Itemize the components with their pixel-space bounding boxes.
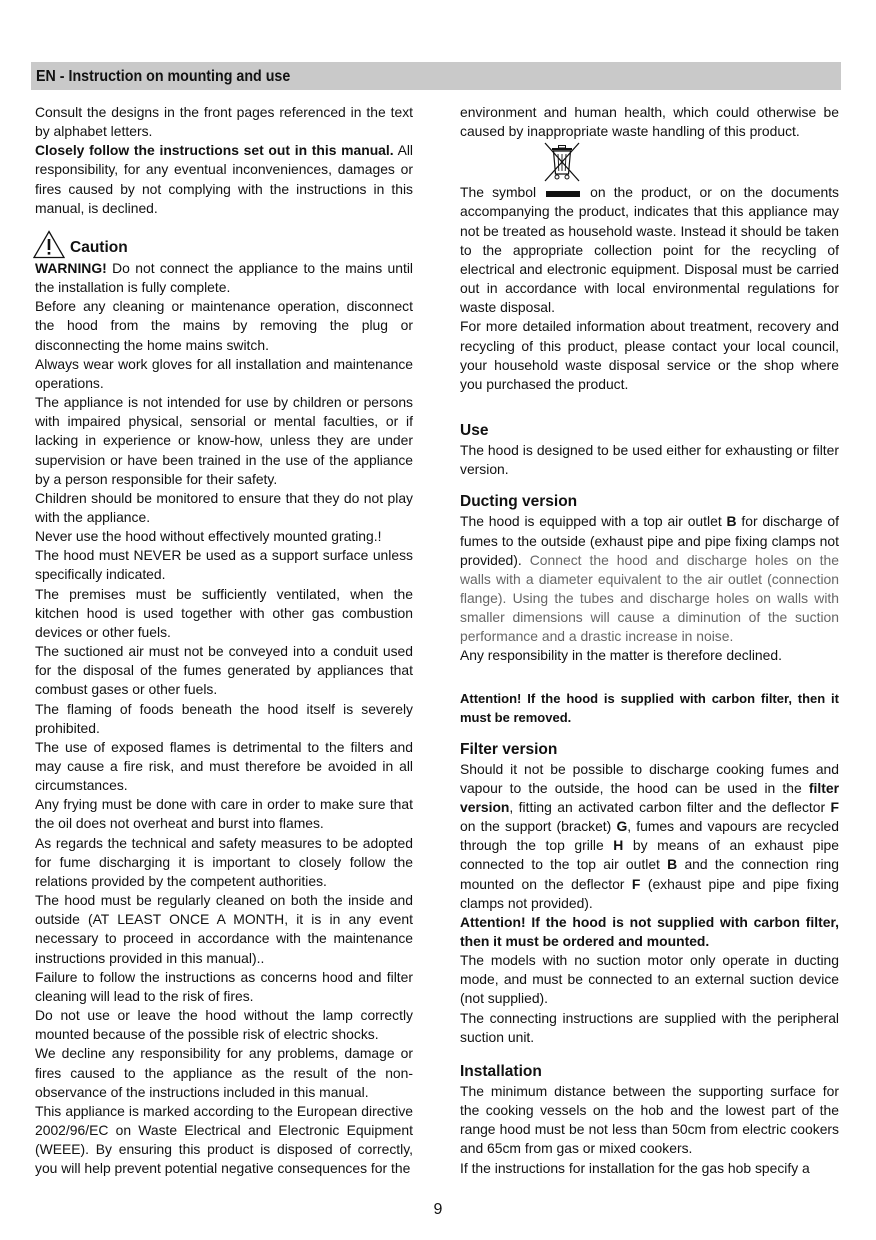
filter-ref-f: F: [830, 798, 839, 815]
symbol-paragraph: [460, 183, 839, 317]
filter-text: Should it not be possible to discharge cooking fumes and vapour to the outside, the hood can be used in the: [460, 760, 839, 796]
weee-bin-figure: [460, 141, 839, 183]
safety-paragraph: The appliance is not intended for use by children or persons with impaired physical, sensorial or mental faculties, or if lacking in experience or know-how, unless they are under supervision or have been trained in the use of the appliance by a person responsible for their safety.: [35, 394, 413, 487]
filter-text: , fitting an activated carbon filter and the deflector: [509, 798, 831, 815]
safety-paragraph: Do not use or leave the hood without the lamp correctly mounted because of the possible risk of electric shocks.: [35, 1007, 413, 1043]
safety-paragraph: The hood must be regularly cleaned on both the inside and outside (AT LEAST ONCE A MONTH, it is in any event necessary to proceed in accordance with the maintenance instructions provided in this manual)..: [35, 892, 413, 966]
safety-paragraph: The use of exposed flames is detrimental to the filters and may cause a fire risk, and must therefore be avoided in all circumstances.: [35, 738, 413, 794]
attention-carbon-order: [460, 913, 839, 951]
connecting-paragraph: The connecting instructions are supplied with the peripheral suction unit.: [460, 1009, 839, 1045]
crossed-bin-icon: [542, 141, 582, 183]
installation-title: Installation: [460, 1062, 542, 1080]
warning-triangle-icon: [33, 230, 65, 259]
symbol-text-pre: The symbol: [460, 184, 537, 201]
attention-carbon-removed: Attention! If the hood is supplied with carbon filter, then it must be removed.: [460, 690, 839, 725]
ducting-ref-b: B: [726, 513, 737, 530]
safety-paragraph: Any frying must be done with care in order to make sure that the oil does not overheat and burst into flames.: [35, 796, 413, 832]
follow-instructions-rest: All responsibility, for any eventual inconveniences, damages or fires caused by not complying with the instructions in this manual, is declined.: [35, 142, 414, 216]
filter-paragraph: [460, 760, 839, 913]
ducting-text-c: for discharge of fumes to the outside (exhaust pipe and pipe fixing clamps not provided).: [460, 513, 840, 568]
weee-paragraph: This appliance is marked according to the European directive 2002/96/EC on Waste Electrical and Electronic Equipment (WEEE). By ensuring this product is disposed of correctly, you will help prevent potential negative consequences for the: [35, 1102, 413, 1177]
safety-paragraph: Before any cleaning or maintenance operation, disconnect the hood from the mains by removing the plug or disconnecting the home mains switch.: [35, 298, 413, 353]
filter-text: on the support (bracket): [460, 818, 617, 835]
use-paragraph: The hood is designed to be used either for exhausting or filter version.: [460, 442, 839, 478]
weee-continuation: environment and human health, which could otherwise be caused by inappropriate waste handling of this product.: [460, 104, 839, 140]
filter-version-bold: filter version: [460, 779, 839, 815]
filter-text: by means of an exhaust pipe connected to the top air outlet: [460, 837, 839, 873]
symbol-text-post: on the product, or on the documents accompanying the product, indicates that this appliance may not be treated as household waste. Instead it should be taken to the appropriate collection point for the recycling of electrical and electronic equipment. Disposal must be carried out in accordance with local environmental regulations for waste disposal.: [460, 184, 840, 316]
ducting-note: Connect the hood and discharge holes on the walls with a diameter equivalent to the air outlet (connection flange). Using the tubes and discharge holes on walls with smaller dimensions will cause a diminution of the suction performance and a drastic increase in noise.: [460, 551, 839, 645]
safety-paragraph: Always wear work gloves for all installation and maintenance operations.: [35, 355, 413, 391]
ducting-paragraph: [460, 512, 839, 646]
ducting-text-a: The hood is equipped with a top air outlet: [460, 513, 727, 530]
page-number: 9: [433, 1201, 443, 1218]
right-column: [460, 103, 839, 1178]
follow-instructions-paragraph: [35, 141, 413, 218]
caution-title: Caution: [70, 238, 128, 256]
safety-paragraph: Children should be monitored to ensure that they do not play with the appliance.: [35, 489, 413, 525]
attention-carbon-order-text: Attention! If the hood is not supplied with carbon filter, then it must be ordered and mounted.: [460, 913, 839, 949]
ducting-title: Ducting version: [460, 493, 578, 511]
black-bar-symbol-icon: [546, 191, 580, 197]
safety-paragraph: The flaming of foods beneath the hood itself is severely prohibited.: [35, 700, 413, 736]
ducting-decline: Any responsibility in the matter is therefore declined.: [460, 647, 782, 664]
caution-heading: [35, 227, 413, 259]
filter-text: (exhaust pipe and pipe fixing clamps not provided).: [460, 875, 840, 911]
models-paragraph: The models with no suction motor only operate in ducting mode, and must be connected to an external suction device (not supplied).: [460, 952, 839, 1007]
safety-paragraph: Never use the hood without effectively mounted grating.!: [35, 528, 382, 545]
installation-paragraph: The minimum distance between the supporting surface for the cooking vessels on the hob and the lowest part of the range hood must be not less than 50cm from electric cookers and 65cm from gas or mixed cookers.: [460, 1082, 839, 1157]
use-title: Use: [460, 422, 489, 440]
installation-paragraph-2: If the instructions for installation for the gas hob specify a: [460, 1159, 810, 1176]
safety-paragraph: The hood must NEVER be used as a support surface unless specifically indicated.: [35, 547, 413, 583]
filter-ref-f: F: [631, 875, 641, 892]
filter-ref-g: G: [616, 818, 628, 835]
warning-paragraph: [35, 259, 413, 297]
filter-text: , fumes and vapours are recycled through the top grille: [460, 818, 839, 854]
left-column: [35, 103, 413, 1178]
safety-paragraph: We decline any responsibility for any problems, damage or fires caused to the appliance as the result of the non-observance of the instructions included in this manual.: [35, 1045, 413, 1100]
filter-title: Filter version: [460, 740, 558, 758]
filter-ref-b: B: [667, 856, 678, 873]
follow-instructions-bold: Closely follow the instructions set out in this manual.: [35, 142, 394, 159]
filter-ref-h: H: [613, 837, 624, 854]
safety-paragraph: The premises must be sufficiently ventilated, when the kitchen hood is used together with other gas combustion devices or other fuels.: [35, 585, 413, 640]
intro-paragraph: Consult the designs in the front pages referenced in the text by alphabet letters.: [35, 104, 413, 140]
section-header-bar: [31, 62, 841, 90]
filter-text: and the connection ring mounted on the deflector: [460, 856, 839, 892]
warning-label: WARNING!: [35, 259, 107, 276]
section-title: EN - Instruction on mounting and use: [36, 68, 291, 85]
safety-paragraph: As regards the technical and safety measures to be adopted for fume discharging it is important to closely follow the relations provided by the competent authorities.: [35, 834, 413, 889]
info-paragraph: For more detailed information about treatment, recovery and recycling of this product, please contact your local council, your household waste disposal service or the shop where you purchased the product.: [460, 318, 839, 392]
warning-text: Do not connect the appliance to the mains until the installation is fully complete.: [35, 259, 413, 296]
safety-paragraph: The suctioned air must not be conveyed into a conduit used for the disposal of the fumes generated by appliances that combust gases or other fuels.: [35, 643, 413, 698]
safety-paragraph: Failure to follow the instructions as concerns hood and filter cleaning will lead to the risk of fires.: [35, 968, 413, 1004]
